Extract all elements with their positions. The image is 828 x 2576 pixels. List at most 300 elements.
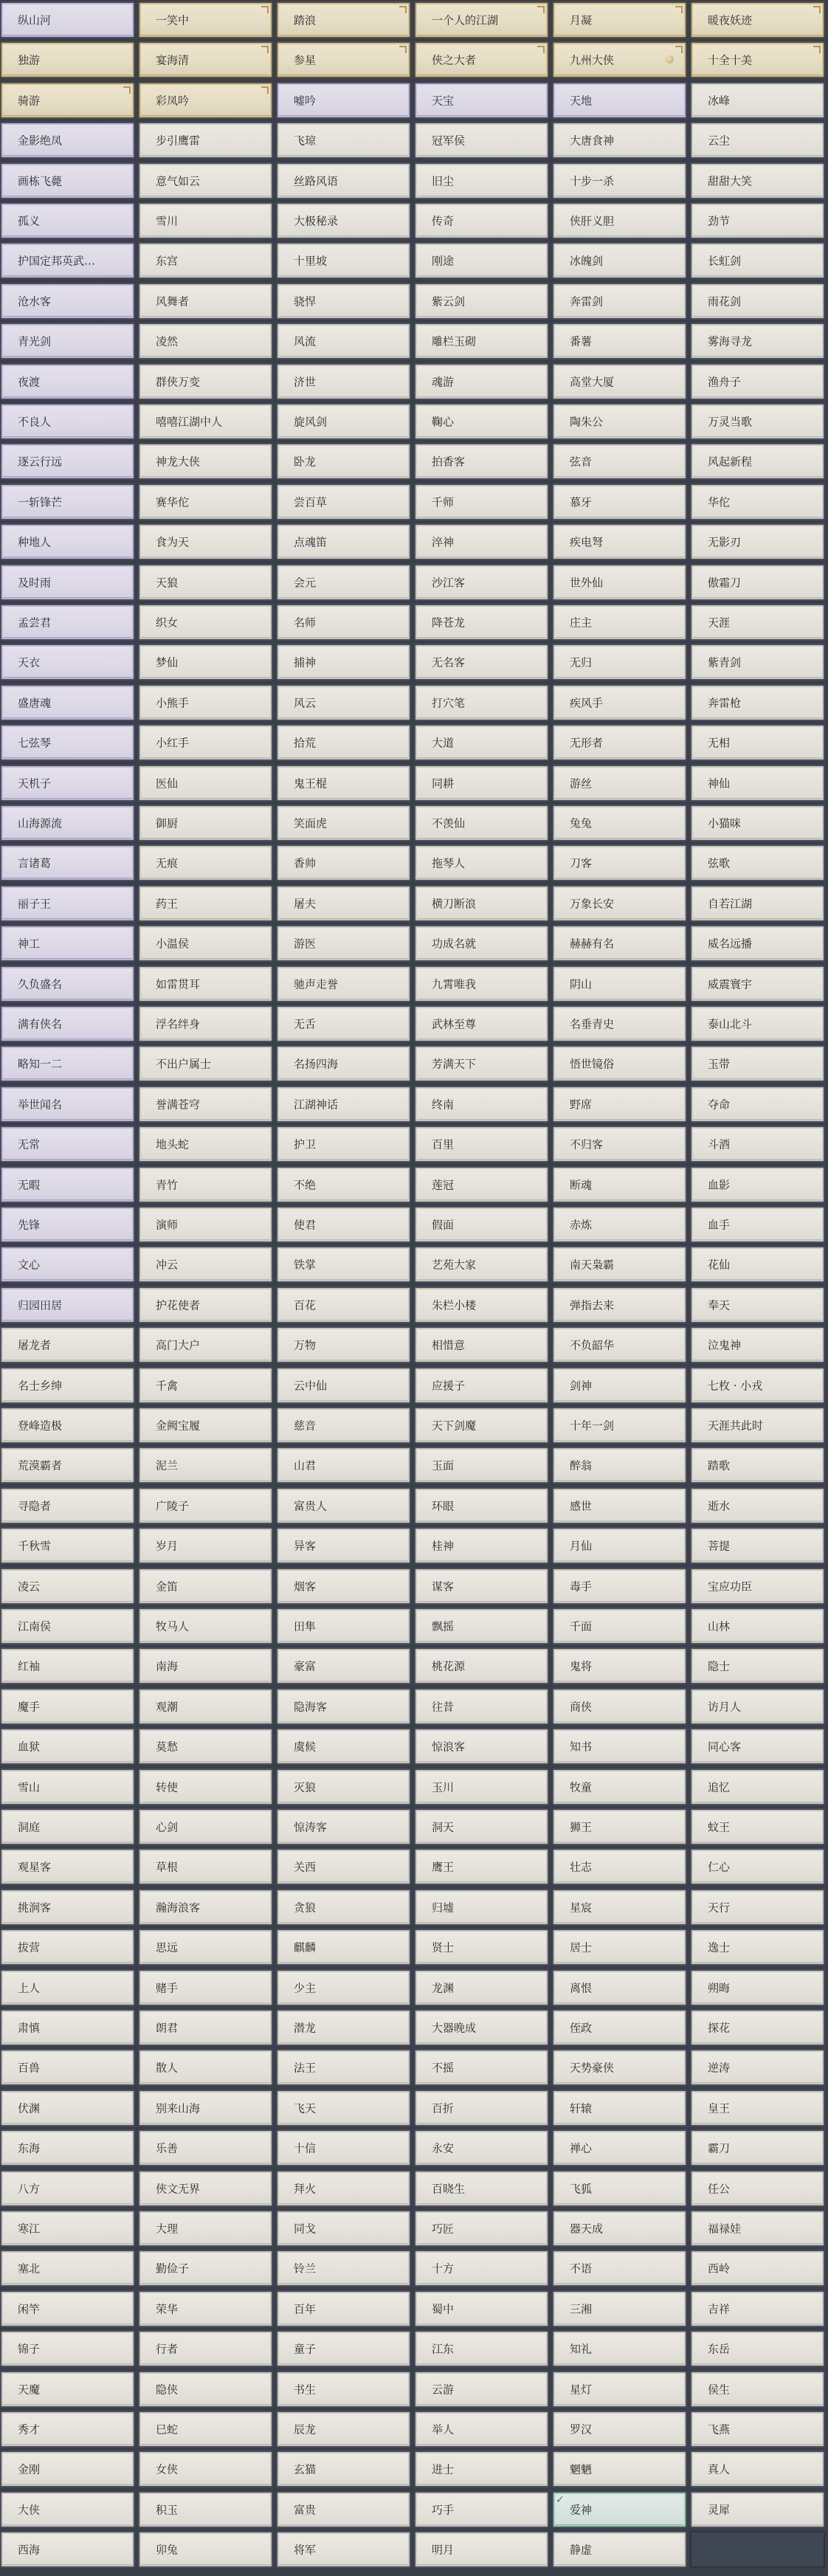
title-tile[interactable] <box>138 483 273 520</box>
title-tile[interactable] <box>552 82 687 119</box>
title-tile[interactable] <box>690 1086 825 1123</box>
title-tile[interactable] <box>414 1166 549 1203</box>
title-tile[interactable] <box>414 2531 549 2568</box>
title-tile[interactable] <box>690 1889 825 1926</box>
title-tile[interactable] <box>690 1287 825 1323</box>
title-tile[interactable] <box>276 604 411 641</box>
title-tile[interactable] <box>0 2531 135 2568</box>
title-tile[interactable] <box>276 323 411 359</box>
title-tile[interactable] <box>0 403 135 440</box>
title-tile[interactable] <box>690 1688 825 1725</box>
title-tile[interactable] <box>138 965 273 1002</box>
title-tile[interactable] <box>0 1929 135 1966</box>
title-tile[interactable] <box>552 2250 687 2287</box>
title-tile[interactable] <box>414 2491 549 2528</box>
title-tile[interactable] <box>414 2090 549 2126</box>
title-tile[interactable] <box>414 523 549 560</box>
title-tile[interactable] <box>138 2371 273 2408</box>
title-tile[interactable] <box>276 82 411 119</box>
title-tile[interactable] <box>0 1889 135 1926</box>
title-tile[interactable] <box>690 925 825 962</box>
title-tile[interactable] <box>0 363 135 400</box>
title-tile[interactable] <box>138 925 273 962</box>
title-tile[interactable] <box>276 363 411 400</box>
title-tile[interactable] <box>414 1005 549 1042</box>
title-tile[interactable] <box>276 283 411 320</box>
title-tile[interactable] <box>0 2250 135 2287</box>
title-tile[interactable] <box>138 1166 273 1203</box>
title-tile[interactable] <box>276 2451 411 2487</box>
title-tile[interactable] <box>552 2531 687 2568</box>
title-tile[interactable] <box>690 162 825 199</box>
title-tile[interactable] <box>0 1688 135 1725</box>
title-tile[interactable] <box>552 403 687 440</box>
title-tile[interactable] <box>276 1647 411 1684</box>
title-tile[interactable] <box>276 1126 411 1163</box>
title-tile[interactable] <box>138 122 273 159</box>
title-tile[interactable] <box>414 2411 549 2448</box>
title-tile[interactable] <box>0 2170 135 2207</box>
title-tile[interactable] <box>552 1487 687 1524</box>
title-tile[interactable] <box>138 443 273 480</box>
title-tile[interactable] <box>276 684 411 721</box>
title-tile[interactable] <box>690 1848 825 1885</box>
title-tile[interactable] <box>552 2170 687 2207</box>
title-tile[interactable] <box>138 1126 273 1163</box>
title-tile[interactable] <box>414 765 549 802</box>
title-tile[interactable] <box>414 1326 549 1363</box>
title-tile[interactable] <box>552 1 687 38</box>
title-tile[interactable] <box>414 1246 549 1283</box>
title-tile[interactable] <box>276 1206 411 1243</box>
title-tile[interactable] <box>414 443 549 480</box>
title-tile[interactable] <box>138 1688 273 1725</box>
title-tile[interactable] <box>0 724 135 761</box>
title-tile[interactable] <box>552 2330 687 2367</box>
title-tile[interactable] <box>276 925 411 962</box>
title-tile[interactable] <box>0 2290 135 2327</box>
title-tile[interactable] <box>690 1769 825 1805</box>
title-tile[interactable] <box>690 1447 825 1484</box>
title-tile[interactable] <box>690 2451 825 2487</box>
title-tile[interactable] <box>690 202 825 239</box>
title-tile[interactable] <box>0 1969 135 2006</box>
title-tile[interactable] <box>0 1848 135 1885</box>
title-tile[interactable] <box>138 765 273 802</box>
title-tile[interactable] <box>276 443 411 480</box>
title-tile[interactable] <box>414 1447 549 1484</box>
title-tile[interactable] <box>552 1005 687 1042</box>
title-tile[interactable] <box>690 1969 825 2006</box>
title-tile[interactable] <box>690 1728 825 1765</box>
title-tile[interactable] <box>0 1568 135 1605</box>
title-tile[interactable] <box>276 2049 411 2086</box>
title-tile[interactable] <box>138 403 273 440</box>
title-tile[interactable] <box>690 1005 825 1042</box>
title-tile[interactable] <box>690 2170 825 2207</box>
title-tile[interactable] <box>0 765 135 802</box>
title-tile[interactable] <box>690 2129 825 2166</box>
title-tile[interactable] <box>414 885 549 922</box>
title-tile[interactable] <box>690 2009 825 2046</box>
title-tile[interactable] <box>138 41 273 78</box>
title-tile[interactable] <box>0 604 135 641</box>
title-tile[interactable] <box>276 2330 411 2367</box>
title-tile[interactable] <box>276 564 411 601</box>
title-tile[interactable] <box>552 1126 687 1163</box>
title-tile[interactable] <box>552 1728 687 1765</box>
title-tile[interactable] <box>276 765 411 802</box>
title-tile[interactable] <box>414 724 549 761</box>
title-tile[interactable] <box>0 2451 135 2487</box>
title-tile[interactable] <box>414 1889 549 1926</box>
title-tile[interactable] <box>414 2129 549 2166</box>
title-tile[interactable] <box>690 1568 825 1605</box>
title-tile[interactable] <box>414 403 549 440</box>
title-tile[interactable] <box>690 2491 825 2528</box>
title-tile[interactable] <box>552 202 687 239</box>
title-tile[interactable] <box>276 1769 411 1805</box>
title-tile[interactable] <box>276 885 411 922</box>
title-tile[interactable] <box>690 1126 825 1163</box>
title-tile[interactable] <box>690 684 825 721</box>
title-tile[interactable] <box>276 202 411 239</box>
title-tile[interactable] <box>138 82 273 119</box>
title-tile[interactable] <box>276 1407 411 1444</box>
title-tile[interactable] <box>0 2371 135 2408</box>
title-tile[interactable] <box>276 1005 411 1042</box>
title-tile[interactable] <box>690 1367 825 1404</box>
title-tile[interactable] <box>0 1447 135 1484</box>
title-tile[interactable] <box>276 41 411 78</box>
title-tile[interactable] <box>138 564 273 601</box>
title-tile[interactable] <box>138 1005 273 1042</box>
title-tile[interactable] <box>138 2290 273 2327</box>
title-tile[interactable] <box>138 523 273 560</box>
title-tile[interactable] <box>138 1447 273 1484</box>
title-tile[interactable] <box>0 523 135 560</box>
title-tile[interactable] <box>276 1728 411 1765</box>
title-tile[interactable] <box>414 805 549 841</box>
title-tile[interactable] <box>138 1407 273 1444</box>
title-tile[interactable] <box>690 2290 825 2327</box>
title-tile[interactable] <box>0 2009 135 2046</box>
title-tile[interactable] <box>414 1407 549 1444</box>
title-tile[interactable] <box>414 1647 549 1684</box>
title-tile[interactable] <box>138 1326 273 1363</box>
title-tile[interactable] <box>0 2129 135 2166</box>
title-tile[interactable] <box>0 1166 135 1203</box>
title-tile[interactable] <box>690 1166 825 1203</box>
title-tile[interactable] <box>276 1969 411 2006</box>
title-tile[interactable] <box>552 2411 687 2448</box>
title-tile[interactable] <box>690 1527 825 1564</box>
title-tile[interactable] <box>276 1086 411 1123</box>
title-tile[interactable] <box>552 2371 687 2408</box>
title-tile[interactable] <box>414 2170 549 2207</box>
title-tile[interactable] <box>414 82 549 119</box>
title-tile[interactable] <box>0 1086 135 1123</box>
title-tile[interactable] <box>276 2411 411 2448</box>
title-tile[interactable] <box>276 1246 411 1283</box>
title-tile[interactable] <box>552 1206 687 1243</box>
title-tile[interactable] <box>276 483 411 520</box>
title-tile[interactable] <box>276 1848 411 1885</box>
title-tile[interactable] <box>138 805 273 841</box>
title-tile[interactable] <box>414 644 549 681</box>
title-tile[interactable] <box>138 724 273 761</box>
title-tile[interactable] <box>276 122 411 159</box>
title-tile[interactable] <box>138 1608 273 1645</box>
title-tile[interactable] <box>552 925 687 962</box>
title-tile[interactable] <box>138 1206 273 1243</box>
title-tile[interactable] <box>0 925 135 962</box>
title-tile[interactable] <box>138 1889 273 1926</box>
title-tile[interactable] <box>690 2330 825 2367</box>
title-tile[interactable] <box>0 323 135 359</box>
title-tile[interactable] <box>552 1848 687 1885</box>
title-tile[interactable] <box>552 162 687 199</box>
title-tile[interactable] <box>552 122 687 159</box>
title-tile[interactable] <box>552 1447 687 1484</box>
title-tile[interactable] <box>414 564 549 601</box>
title-tile[interactable] <box>0 885 135 922</box>
title-tile[interactable] <box>552 2290 687 2327</box>
title-tile[interactable] <box>552 885 687 922</box>
title-tile[interactable] <box>138 323 273 359</box>
title-tile[interactable] <box>690 1808 825 1845</box>
title-tile[interactable] <box>0 1 135 38</box>
title-tile[interactable] <box>138 1487 273 1524</box>
title-tile[interactable] <box>414 1367 549 1404</box>
title-tile[interactable] <box>552 2210 687 2247</box>
title-tile[interactable] <box>138 2330 273 2367</box>
title-tile[interactable] <box>276 1568 411 1605</box>
title-tile[interactable] <box>414 41 549 78</box>
title-tile[interactable] <box>276 1166 411 1203</box>
title-tile[interactable] <box>414 1929 549 1966</box>
title-tile[interactable] <box>276 1808 411 1845</box>
title-tile[interactable] <box>690 483 825 520</box>
title-tile[interactable] <box>690 82 825 119</box>
title-tile[interactable] <box>0 1769 135 1805</box>
title-tile[interactable] <box>552 564 687 601</box>
title-tile[interactable] <box>414 1568 549 1605</box>
title-tile[interactable] <box>0 2049 135 2086</box>
title-tile[interactable] <box>690 2371 825 2408</box>
title-tile[interactable] <box>0 283 135 320</box>
title-tile[interactable] <box>276 2210 411 2247</box>
title-tile[interactable] <box>552 1287 687 1323</box>
title-tile[interactable] <box>0 41 135 78</box>
title-tile[interactable] <box>414 483 549 520</box>
title-tile[interactable] <box>138 2170 273 2207</box>
title-tile[interactable] <box>276 2009 411 2046</box>
title-tile[interactable] <box>414 1086 549 1123</box>
title-tile[interactable] <box>690 2090 825 2126</box>
title-tile[interactable] <box>552 1367 687 1404</box>
title-tile[interactable] <box>414 1045 549 1082</box>
title-tile[interactable] <box>414 1608 549 1645</box>
title-tile[interactable] <box>276 1608 411 1645</box>
title-tile[interactable] <box>138 1045 273 1082</box>
title-tile[interactable] <box>0 805 135 841</box>
title-tile[interactable] <box>138 1848 273 1885</box>
title-tile[interactable] <box>690 1608 825 1645</box>
title-tile[interactable] <box>552 1246 687 1283</box>
title-tile[interactable] <box>0 1126 135 1163</box>
title-tile[interactable] <box>0 1287 135 1323</box>
title-tile[interactable] <box>414 2371 549 2408</box>
title-tile[interactable] <box>414 202 549 239</box>
title-tile[interactable] <box>276 2170 411 2207</box>
title-tile[interactable] <box>0 2491 135 2528</box>
title-tile[interactable] <box>414 1688 549 1725</box>
title-tile[interactable] <box>276 1447 411 1484</box>
title-tile[interactable] <box>138 2250 273 2287</box>
title-tile[interactable] <box>276 162 411 199</box>
title-tile[interactable] <box>276 2090 411 2126</box>
title-tile[interactable] <box>138 2009 273 2046</box>
title-tile[interactable] <box>414 1487 549 1524</box>
title-tile[interactable] <box>138 202 273 239</box>
title-tile[interactable] <box>0 202 135 239</box>
title-tile[interactable] <box>690 1 825 38</box>
title-tile[interactable] <box>138 1367 273 1404</box>
title-tile[interactable] <box>552 1688 687 1725</box>
title-tile[interactable] <box>276 2371 411 2408</box>
title-tile[interactable] <box>138 844 273 881</box>
title-tile[interactable] <box>138 2411 273 2448</box>
title-tile[interactable] <box>138 2531 273 2568</box>
title-tile[interactable] <box>552 2009 687 2046</box>
title-tile[interactable] <box>0 965 135 1002</box>
title-tile[interactable] <box>414 1527 549 1564</box>
title-tile[interactable] <box>552 523 687 560</box>
title-tile[interactable] <box>552 41 687 78</box>
title-tile[interactable] <box>690 323 825 359</box>
title-tile[interactable] <box>276 523 411 560</box>
title-tile[interactable] <box>690 724 825 761</box>
title-tile[interactable] <box>414 1969 549 2006</box>
title-tile[interactable] <box>552 1527 687 1564</box>
title-tile[interactable] <box>414 604 549 641</box>
title-tile[interactable] <box>690 644 825 681</box>
title-tile[interactable] <box>138 1246 273 1283</box>
title-tile[interactable] <box>276 724 411 761</box>
title-tile[interactable] <box>0 1206 135 1243</box>
title-tile[interactable] <box>690 1326 825 1363</box>
title-tile[interactable] <box>138 1728 273 1765</box>
title-tile[interactable] <box>138 363 273 400</box>
title-tile[interactable] <box>0 1647 135 1684</box>
title-tile[interactable] <box>138 242 273 279</box>
title-tile[interactable] <box>138 1929 273 1966</box>
title-tile[interactable] <box>690 604 825 641</box>
title-tile[interactable] <box>690 844 825 881</box>
title-tile[interactable] <box>690 1407 825 1444</box>
title-tile[interactable] <box>0 242 135 279</box>
title-tile[interactable] <box>0 1808 135 1845</box>
title-tile[interactable] <box>276 1487 411 1524</box>
title-tile[interactable] <box>276 2491 411 2528</box>
title-tile[interactable] <box>552 242 687 279</box>
title-tile[interactable] <box>552 363 687 400</box>
title-tile[interactable] <box>138 283 273 320</box>
title-tile[interactable] <box>552 1889 687 1926</box>
title-tile[interactable] <box>690 2250 825 2287</box>
title-tile[interactable] <box>0 1527 135 1564</box>
title-tile[interactable] <box>414 1 549 38</box>
title-tile[interactable] <box>138 2129 273 2166</box>
title-tile[interactable] <box>138 2451 273 2487</box>
title-tile[interactable] <box>0 1487 135 1524</box>
title-tile[interactable] <box>276 2531 411 2568</box>
title-tile[interactable] <box>0 2210 135 2247</box>
title-tile[interactable] <box>138 1 273 38</box>
title-tile[interactable] <box>690 1206 825 1243</box>
title-tile[interactable] <box>690 1647 825 1684</box>
title-tile[interactable] <box>552 1929 687 1966</box>
title-tile[interactable] <box>0 2090 135 2126</box>
title-tile[interactable] <box>690 363 825 400</box>
title-tile[interactable] <box>552 684 687 721</box>
title-tile[interactable] <box>0 162 135 199</box>
title-tile[interactable] <box>690 523 825 560</box>
title-tile[interactable] <box>690 283 825 320</box>
title-tile[interactable] <box>414 2009 549 2046</box>
title-tile[interactable] <box>414 1728 549 1765</box>
title-tile[interactable] <box>138 1769 273 1805</box>
title-tile[interactable] <box>690 1246 825 1283</box>
title-tile[interactable] <box>0 443 135 480</box>
title-tile[interactable] <box>0 1407 135 1444</box>
title-tile[interactable] <box>276 1287 411 1323</box>
title-tile[interactable] <box>138 2210 273 2247</box>
title-tile[interactable] <box>690 885 825 922</box>
title-tile[interactable] <box>0 684 135 721</box>
title-tile[interactable] <box>552 604 687 641</box>
title-tile[interactable] <box>276 965 411 1002</box>
title-tile[interactable] <box>414 122 549 159</box>
title-tile[interactable] <box>690 1487 825 1524</box>
title-tile[interactable] <box>0 1608 135 1645</box>
title-tile[interactable] <box>552 844 687 881</box>
title-tile[interactable] <box>552 644 687 681</box>
title-tile[interactable] <box>690 41 825 78</box>
title-tile[interactable] <box>414 1808 549 1845</box>
title-tile[interactable] <box>414 2049 549 2086</box>
title-tile[interactable] <box>0 844 135 881</box>
title-tile[interactable] <box>0 564 135 601</box>
title-tile[interactable] <box>276 1929 411 1966</box>
title-tile[interactable] <box>414 1848 549 1885</box>
title-tile[interactable] <box>414 965 549 1002</box>
title-tile[interactable] <box>138 1086 273 1123</box>
title-tile[interactable] <box>414 2330 549 2367</box>
title-tile[interactable] <box>0 2411 135 2448</box>
title-tile[interactable] <box>0 1326 135 1363</box>
title-tile[interactable] <box>690 443 825 480</box>
title-tile[interactable] <box>690 965 825 1002</box>
title-tile[interactable] <box>552 1608 687 1645</box>
title-tile[interactable] <box>276 403 411 440</box>
title-tile[interactable] <box>0 82 135 119</box>
title-tile[interactable] <box>414 323 549 359</box>
title-tile[interactable] <box>552 1326 687 1363</box>
title-tile[interactable] <box>414 242 549 279</box>
title-tile[interactable] <box>552 443 687 480</box>
